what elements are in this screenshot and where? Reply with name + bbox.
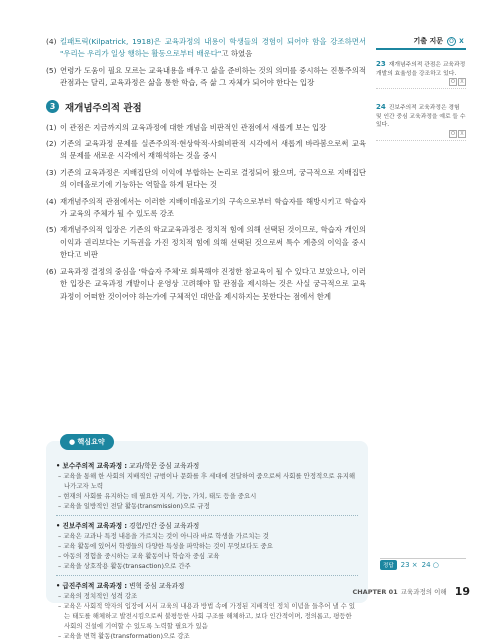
summary-heading: • 보수주의적 교육과정 : [56, 462, 128, 470]
summary-subheading: 변혁 중심 교육과정 [127, 582, 185, 590]
summary-block [56, 461, 358, 511]
paragraph-number: (6) [46, 266, 57, 276]
paragraph-number: (4) [46, 196, 57, 206]
paragraph-text: 이 관점은 지금까지의 교육과정에 대한 개념을 비판적인 관점에서 새롭게 보는 입장 [60, 122, 327, 132]
question-text: 재개념주의적 관점은 교육과정 개발의 효율성을 강조하고 있다. [376, 62, 466, 77]
x-checkbox[interactable]: X [458, 78, 466, 86]
divider [56, 575, 358, 576]
summary-item: – 교육을 통해 한 사회의 지배적인 규범이나 문화를 후 세대에 전달하여 줌으로써 사회를 안정적으로 유지해 나가고자 노력 [58, 472, 356, 490]
summary-item: – 교육의 정치적인 성격 강조 [58, 592, 138, 600]
past-exam-sidebar [376, 36, 466, 155]
paragraph [46, 122, 366, 134]
divider [56, 515, 358, 516]
paragraph-text: 연령가 도움이 필요 모르는 교육내용을 배우고 삶을 준비하는 것의 의미를 중시하는 진통주의적 관점과는 달리, 교육과정은 삶을 통한 학습, 즉 삶 그 자체가 되어야 한다는 입장 [60, 65, 366, 88]
question-text: 진보주의적 교육과정은 경험 및 인간 중심 교육과정을 예로 들 수 있다. [376, 105, 466, 129]
summary-subheading: 교과/학문 중심 교육과정 [127, 462, 200, 470]
summary-heading: • 급진주의적 교육과정 : [56, 582, 128, 590]
paragraph-text: 기존의 교육과정은 지배집단의 이익에 부합하는 논리로 결정되어 왔으며, 궁극적으로 지배집단의 이데올로기에 기능하는 역할을 하게 된다는 것 [60, 167, 366, 190]
paragraph [46, 138, 366, 163]
summary-subheading: 경험/인간 중심 교육과정 [127, 522, 200, 530]
summary-item: – 교육 활동에 있어서 학생들의 다양한 특성을 파악하는 것이 무엇보다도 중요 [58, 542, 273, 550]
section-title: 재개념주의적 관점 [65, 102, 142, 114]
summary-item: – 현재의 사회를 유지하는 데 필요한 지식, 기능, 가치, 태도 등을 중요시 [58, 492, 257, 500]
chapter-title: 교육과정의 이해 [400, 588, 447, 596]
summary-heading: • 진보주의적 교육과정 : [56, 522, 128, 530]
paragraph-text: 기존의 교육과정 문제를 실존주의적·현상학적·사회비판적 시각에서 새롭게 바라봄으로써 교육의 문제를 새로운 시각에서 재해석하는 것을 중시 [60, 139, 366, 161]
sidebar-title: 기출 지문 [413, 37, 443, 45]
section-number-badge: 3 [46, 100, 59, 113]
o-checkbox[interactable]: O [449, 130, 457, 138]
summary-item: – 교육은 사회적 약자의 입장에 서서 교육의 내용과 방법 속에 가정된 지배적인 정치 이념을 들추어 낼 수 있는 태도를 해체하고 발전시킴으로써 불평등한 사회 구조를 해체하고, 보다 인간적이며, 정의롭고, 평등한 사회의 건설에 기여할 수 있도록 노력할 필요가 있음 [58, 602, 356, 630]
x-checkbox[interactable]: X [458, 130, 466, 138]
key-summary-box [46, 438, 368, 640]
paragraph-number: (1) [46, 122, 57, 132]
summary-item: – 아동의 경험을 중시하는 교육 활동이나 학습자 중심 교육 [58, 552, 220, 560]
paragraph-text: 재개념주의적 관점에서는 이러한 지배이데올로기의 구속으로부터 학습자를 해방시키고 학습자가 교육의 주체가 될 수 있도록 강조 [60, 196, 366, 219]
summary-item: – 교육을 상호작용 활동(transaction)으로 간주 [58, 562, 191, 570]
summary-item: – 교육을 변혁 활동(transformation)으로 강조 [58, 632, 190, 640]
paragraph [46, 167, 366, 192]
sidebar-header [376, 36, 466, 50]
page-number: 19 [454, 585, 470, 598]
section-heading [46, 100, 366, 114]
o-mark-icon: O [447, 37, 456, 46]
summary-block [56, 521, 358, 571]
paragraph-number: (2) [46, 139, 57, 149]
answer-tag: 정답 [380, 560, 397, 570]
paragraph-number: (5) [46, 65, 57, 75]
summary-item: – 교육은 교과나 특정 내용을 가르치는 것이 아니라 바로 학생을 가르치는 것 [58, 532, 269, 540]
paragraph [46, 65, 366, 90]
paragraph-text: 고 하였음 [221, 49, 253, 59]
summary-item: – 교육을 일방적인 전달 활동(transmission)으로 규정 [58, 502, 210, 510]
question-number: 23 [376, 60, 386, 68]
answer-key [380, 558, 466, 569]
past-exam-item [376, 60, 466, 89]
paragraph-number: (5) [46, 225, 57, 235]
paragraph-text: 교육과정 결정의 중심을 '학습자 주체'로 회복해야 진정한 참교육이 될 수 있다고 보았으나, 이러한 입장은 교육과정 개발이나 운영상 고려해야 할 관점을 제시하는 것은 사실 궁극적으로 교육과정이 어떠한 것이어야 하는가에 구체적인 대안을 제시하지는 못한다는 점에서 한계 [60, 266, 366, 301]
past-exam-item [376, 103, 466, 141]
summary-block [56, 581, 358, 641]
paragraph-text: 재개념주의적 입장은 기존의 학교교육과정은 정치적 힘에 의해 선택된 것이므로, 학습자 개인의 이익과 권리보다는 기득권을 가진 정치적 힘에 의해 선택된 것으로써 특수 계층의 이익을 중시한다고 비판 [60, 225, 366, 260]
answer-item: 23 × [400, 561, 418, 569]
o-checkbox[interactable]: O [449, 78, 457, 86]
main-content [46, 36, 366, 307]
paragraph-number: (3) [46, 167, 57, 177]
paragraph [46, 224, 366, 261]
paragraph [46, 266, 366, 303]
key-summary-tag: ● 핵심요약 [60, 434, 114, 450]
paragraph [46, 196, 366, 221]
paragraph [46, 36, 366, 61]
question-number: 24 [376, 103, 386, 112]
chapter-label: CHAPTER 01 [352, 587, 398, 596]
highlighted-text: 킬패트릭(Kilpatrick, 1918)은 교육과정의 내용이 학생들의 경험이 되어야 함을 강조하면서 "우리는 우리가 일상 행하는 활동으로부터 배운다" [60, 37, 366, 59]
page-footer [330, 585, 470, 598]
x-mark-icon: X [459, 37, 464, 45]
paragraph-number: (4) [46, 37, 57, 46]
answer-item: 24 ○ [421, 561, 439, 569]
